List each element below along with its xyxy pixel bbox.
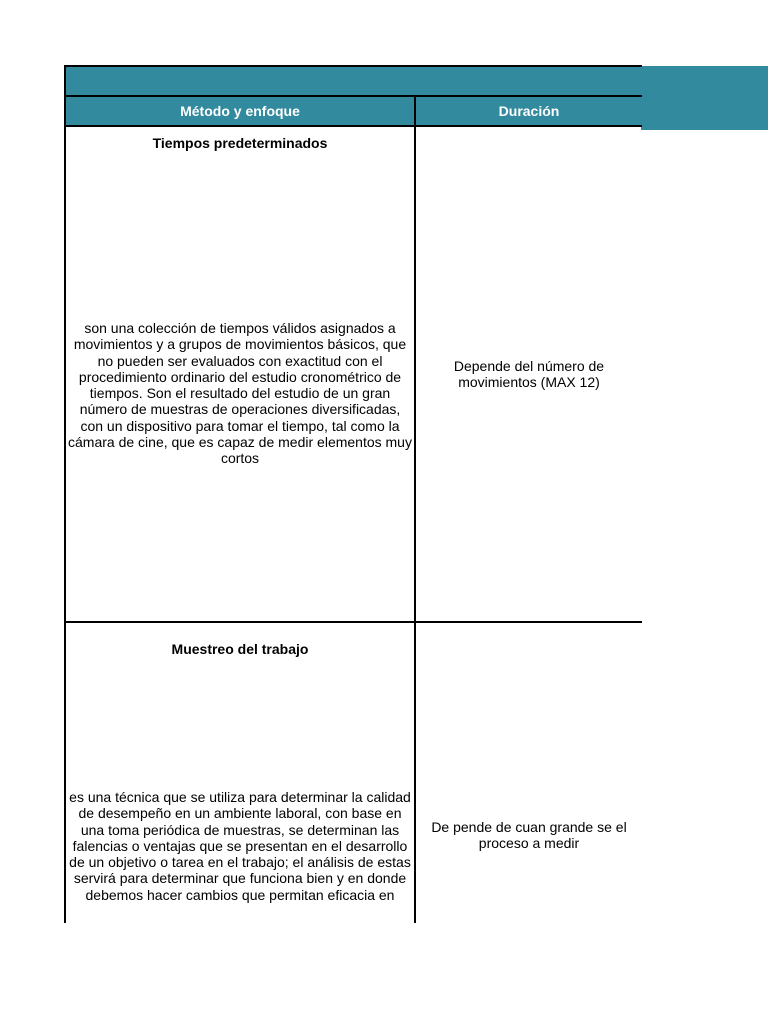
spreadsheet-page: [64, 65, 642, 923]
column-header-method: Método y enfoque: [65, 96, 415, 126]
methods-table: [64, 65, 642, 923]
duration-text: Depende del número de movimientos (MAX 12): [453, 358, 605, 391]
header-band-extension: [641, 66, 768, 130]
method-cell: [65, 622, 415, 923]
table-header-row: [65, 96, 642, 126]
table-title-row: [65, 66, 642, 96]
column-header-duration: Duración: [415, 96, 642, 126]
duration-cell: [415, 126, 642, 622]
method-description: es una técnica que se utiliza para determinar la calidad de desempeño en un ambiente laboral, con base en una toma periódica de muestras, se determinan las falencias o ventajas que se presentan en el desarrollo de un objetivo o tarea en el trabajo; el análisis de estas servirá para determinar que funciona bien y en donde debemos hacer cambios que permitan eficacia en: [69, 789, 411, 903]
method-title: Muestreo del trabajo: [171, 641, 309, 657]
method-cell: [65, 126, 415, 622]
table-row: [65, 126, 642, 622]
table-title: [65, 66, 642, 96]
duration-cell: [415, 622, 642, 923]
duration-text: De pende de cuan grande se el proceso a medir: [431, 819, 627, 852]
table-row: [65, 622, 642, 923]
method-description: son una colección de tiempos válidos asignados a movimientos y a grupos de movimientos básicos, que no pueden ser evaluados con exactitud con el procedimiento ordinario del estudio cronométrico de tiempos. Son el resultado del estudio de un gran número de muestras de operaciones diversificadas, con un dispositivo para tomar el tiempo, tal como la cámara de cine, que es capaz de medir elementos muy cortos: [68, 320, 412, 467]
method-title: Tiempos predeterminados: [152, 135, 328, 151]
